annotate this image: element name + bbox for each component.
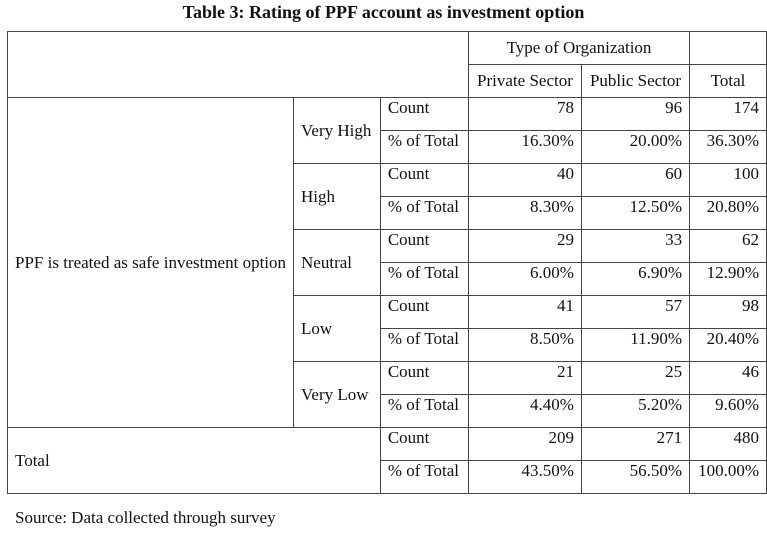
percent-label: % of Total: [380, 263, 468, 296]
total-count-public-value: 271: [581, 428, 689, 461]
percent-public-value: 5.20%: [581, 395, 689, 428]
percent-label: % of Total: [380, 395, 468, 428]
source-note: Source: Data collected through survey: [15, 508, 276, 527]
count-label: Count: [380, 362, 468, 395]
percent-private-value: 16.30%: [468, 131, 581, 164]
total-percent-label: % of Total: [380, 461, 468, 494]
percent-private-value: 4.40%: [468, 395, 581, 428]
percent-label: % of Total: [380, 329, 468, 362]
count-total-value: 46: [690, 362, 767, 395]
question-label: PPF is treated as safe investment option: [8, 98, 294, 428]
count-public-value: 60: [581, 164, 689, 197]
percent-public-value: 20.00%: [581, 131, 689, 164]
percent-label: % of Total: [380, 197, 468, 230]
total-row: [8, 428, 767, 461]
table-row: [8, 98, 767, 131]
total-percent-private-value: 43.50%: [468, 461, 581, 494]
header-col-total: Total: [690, 65, 767, 98]
percent-total-value: 9.60%: [690, 395, 767, 428]
percent-label: % of Total: [380, 131, 468, 164]
rating-table: [7, 31, 767, 494]
count-private-value: 21: [468, 362, 581, 395]
count-label: Count: [380, 230, 468, 263]
table-title: Table 3: Rating of PPF account as investment option: [182, 2, 585, 22]
header-empty-cell: [8, 32, 469, 98]
percent-public-value: 11.90%: [581, 329, 689, 362]
count-public-value: 25: [581, 362, 689, 395]
total-label: Total: [8, 428, 381, 494]
total-count-label: Count: [380, 428, 468, 461]
total-count-total-value: 480: [690, 428, 767, 461]
count-private-value: 78: [468, 98, 581, 131]
percent-public-value: 6.90%: [581, 263, 689, 296]
count-public-value: 33: [581, 230, 689, 263]
percent-total-value: 20.80%: [690, 197, 767, 230]
count-total-value: 100: [690, 164, 767, 197]
rating-label: Very High: [294, 98, 381, 164]
rating-label: Very Low: [294, 362, 381, 428]
count-label: Count: [380, 296, 468, 329]
count-private-value: 29: [468, 230, 581, 263]
header-empty-total-cell: [690, 32, 767, 65]
header-group-label: Type of Organization: [468, 32, 689, 65]
rating-label: Neutral: [294, 230, 381, 296]
count-total-value: 62: [690, 230, 767, 263]
percent-total-value: 20.40%: [690, 329, 767, 362]
rating-label: Low: [294, 296, 381, 362]
percent-public-value: 12.50%: [581, 197, 689, 230]
table-body: [8, 32, 767, 494]
count-total-value: 98: [690, 296, 767, 329]
percent-total-value: 12.90%: [690, 263, 767, 296]
total-count-private-value: 209: [468, 428, 581, 461]
count-label: Count: [380, 98, 468, 131]
count-public-value: 96: [581, 98, 689, 131]
header-col-public: Public Sector: [581, 65, 689, 98]
header-col-private: Private Sector: [468, 65, 581, 98]
percent-private-value: 6.00%: [468, 263, 581, 296]
percent-private-value: 8.30%: [468, 197, 581, 230]
header-row-group: [8, 32, 767, 65]
total-percent-total-value: 100.00%: [690, 461, 767, 494]
percent-total-value: 36.30%: [690, 131, 767, 164]
percent-private-value: 8.50%: [468, 329, 581, 362]
count-label: Count: [380, 164, 468, 197]
count-private-value: 40: [468, 164, 581, 197]
count-public-value: 57: [581, 296, 689, 329]
count-total-value: 174: [690, 98, 767, 131]
total-percent-public-value: 56.50%: [581, 461, 689, 494]
count-private-value: 41: [468, 296, 581, 329]
rating-label: High: [294, 164, 381, 230]
